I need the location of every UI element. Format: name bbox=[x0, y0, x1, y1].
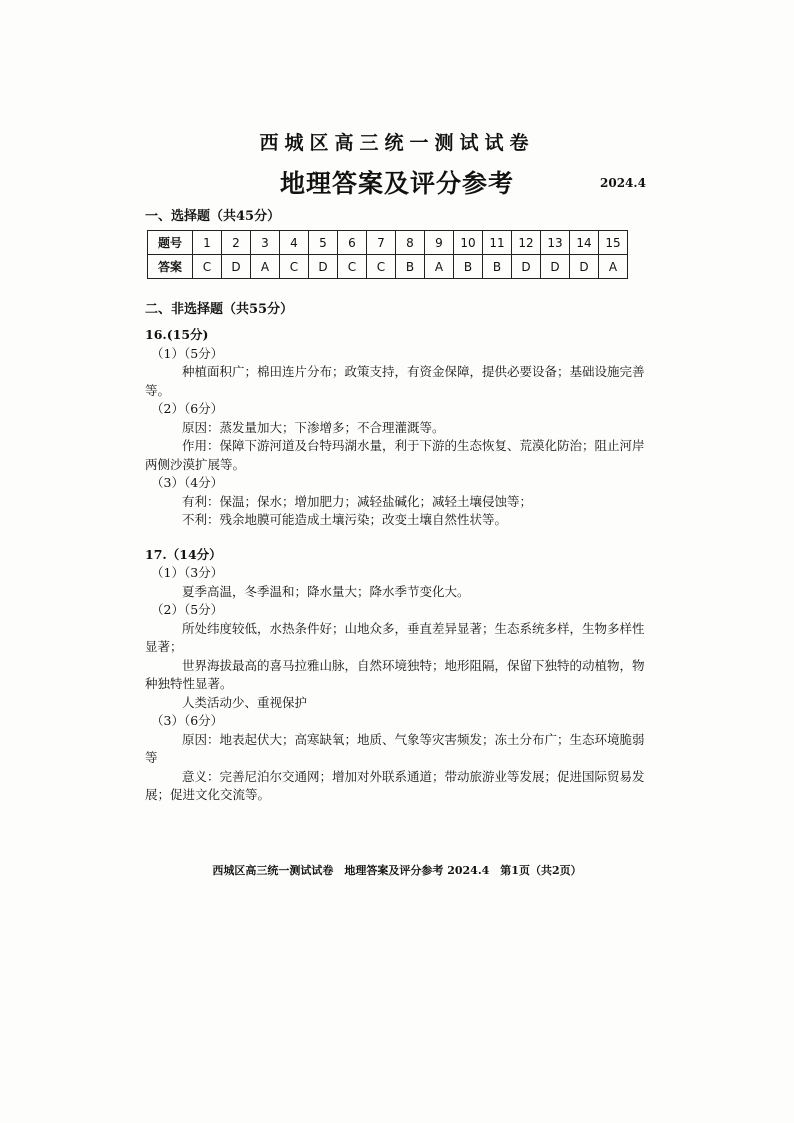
table-cell: B bbox=[483, 255, 512, 279]
table-cell: B bbox=[396, 255, 425, 279]
q17-part2-answer-c: 人类活动少、重视保护 bbox=[182, 694, 308, 710]
table-cell: D bbox=[309, 255, 338, 279]
q16-part3-answer-cons: 不利：残余地膜可能造成土壤污染；改变土壤自然性状等。 bbox=[182, 512, 508, 527]
table-cell: 14 bbox=[570, 231, 599, 255]
table-cell: 9 bbox=[425, 231, 454, 255]
table-cell: C bbox=[367, 255, 396, 279]
q16-title: 16.(15分) bbox=[145, 327, 209, 342]
exam-title: 西城区高三统一测试试卷 bbox=[259, 132, 535, 154]
table-cell: 12 bbox=[512, 231, 541, 255]
table-cell: D bbox=[541, 255, 570, 279]
answer-row bbox=[148, 255, 628, 279]
q16-part3-answer-pros: 有利：保温；保水；增加肥力；减轻盐碱化；减轻土壤侵蚀等； bbox=[182, 493, 533, 509]
table-cell: 6 bbox=[338, 231, 367, 255]
table-cell: C bbox=[338, 255, 367, 279]
table-cell: 11 bbox=[483, 231, 512, 255]
q17-part3-label: （3）（6分） bbox=[151, 713, 224, 728]
q16-part2-answer-reason: 原因：蒸发量加大；下渗增多；不合理灌溉等。 bbox=[182, 419, 445, 435]
question-number-row bbox=[148, 231, 628, 255]
q17-part1-answer: 夏季高温，冬季温和；降水量大；降水季节变化大。 bbox=[182, 583, 470, 599]
q17-part3-answer-significance: 意义：完善尼泊尔交通网；增加对外联系通道；带动旅游业等发展；促进国际贸易发展；促进文化交流等。 bbox=[145, 768, 645, 802]
table-cell: 4 bbox=[280, 231, 309, 255]
q16-part1-answer: 种植面积广；棉田连片分布；政策支持，有资金保障，提供必要设备；基础设施完善等。 bbox=[145, 364, 645, 398]
table-cell: D bbox=[512, 255, 541, 279]
table-cell: A bbox=[425, 255, 454, 279]
table-cell: 3 bbox=[251, 231, 280, 255]
q17-part2-answer-b: 世界海拔最高的喜马拉雅山脉，自然环境独特；地形阻隔，保留下独特的动植物，物种独特性显著。 bbox=[145, 657, 645, 691]
table-cell: A bbox=[251, 255, 280, 279]
table-cell: 7 bbox=[367, 231, 396, 255]
table-cell: 2 bbox=[222, 231, 251, 255]
exam-date: 2024.4 bbox=[600, 176, 646, 190]
q17-part3-answer-reason: 原因：地表起伏大；高寒缺氧；地质、气象等灾害频发；冻土分布广；生态环境脆弱等 bbox=[145, 731, 645, 765]
table-cell: 5 bbox=[309, 231, 338, 255]
free-response-answers bbox=[145, 326, 645, 805]
q17-part2-answer-a: 所处纬度较低，水热条件好；山地众多，垂直差异显著；生态系统多样，生物多样性显著； bbox=[145, 620, 645, 654]
answer-key-title: 地理答案及评分参考 bbox=[279, 169, 514, 198]
multiple-choice-answer-table bbox=[147, 230, 628, 279]
table-cell: 1 bbox=[193, 231, 222, 255]
table-cell: B bbox=[454, 255, 483, 279]
q16-part1-label: （1）（5分） bbox=[151, 345, 224, 361]
table-cell: D bbox=[222, 255, 251, 279]
table-cell: 13 bbox=[541, 231, 570, 255]
q17-part2-label: （2）（5分） bbox=[151, 602, 224, 617]
spacer bbox=[145, 530, 645, 546]
section1-title: 一、选择题（共45分） bbox=[145, 209, 281, 224]
table-cell: 10 bbox=[454, 231, 483, 255]
row-label-answer: 答案 bbox=[148, 255, 193, 279]
table-cell: D bbox=[570, 255, 599, 279]
table-cell: 8 bbox=[396, 231, 425, 255]
table-cell: C bbox=[280, 255, 309, 279]
q16-part3-label: （3）（4分） bbox=[151, 475, 224, 490]
table-cell: A bbox=[599, 255, 628, 279]
table-cell: 15 bbox=[599, 231, 628, 255]
table-cell: C bbox=[193, 255, 222, 279]
q16-part2-label: （2）（6分） bbox=[151, 401, 224, 416]
page-footer: 西城区高三统一测试试卷 地理答案及评分参考 2024.4 第1页（共2页） bbox=[212, 864, 582, 877]
q17-title: 17.（14分） bbox=[145, 546, 222, 562]
q17-part1-label: （1）（3分） bbox=[151, 565, 224, 580]
row-label-number: 题号 bbox=[148, 231, 193, 255]
q16-part2-answer-effect: 作用：保障下游河道及台特玛湖水量，利于下游的生态恢复、荒漠化防治；阻止河岸两侧沙漠扩展等。 bbox=[145, 438, 645, 472]
section2-title: 二、非选择题（共55分） bbox=[145, 302, 294, 317]
